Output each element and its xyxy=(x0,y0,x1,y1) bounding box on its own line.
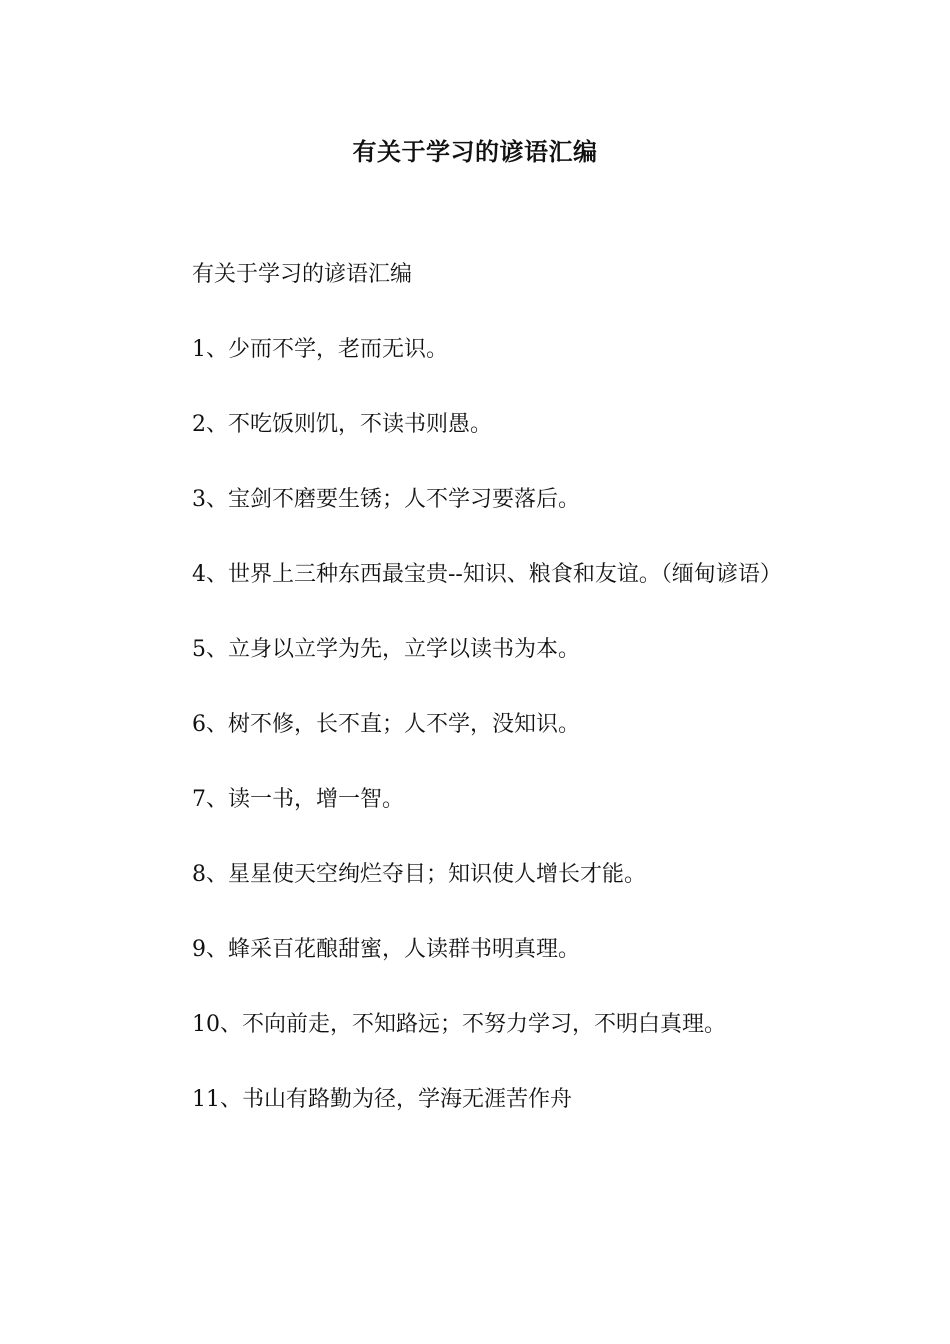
proverb-9: 9、蜂采百花酿甜蜜，人读群书明真理。 xyxy=(192,937,580,962)
proverb-3: 3、宝剑不磨要生锈；人不学习要落后。 xyxy=(192,487,580,512)
proverb-7: 7、读一书，增一智。 xyxy=(192,787,404,812)
proverb-4: 4、世界上三种东西最宝贵--知识、粮食和友谊。（缅甸谚语） xyxy=(192,562,782,587)
proverb-11: 11、书山有路勤为径，学海无涯苦作舟 xyxy=(192,1087,572,1112)
proverb-1: 1、少而不学，老而无识。 xyxy=(192,337,448,362)
proverb-8: 8、星星使天空绚烂夺目；知识使人增长才能。 xyxy=(192,862,646,887)
document-title: 有关于学习的谚语汇编 xyxy=(352,137,598,166)
document-body xyxy=(144,256,814,1156)
paragraph-heading: 有关于学习的谚语汇编 xyxy=(192,262,413,287)
proverb-6: 6、树不修，长不直；人不学，没知识。 xyxy=(192,712,580,737)
proverb-10: 10、不向前走，不知路远；不努力学习，不明白真理。 xyxy=(192,1012,726,1037)
proverb-5: 5、立身以立学为先，立学以读书为本。 xyxy=(192,637,580,662)
proverb-2: 2、不吃饭则饥，不读书则愚。 xyxy=(192,412,492,437)
